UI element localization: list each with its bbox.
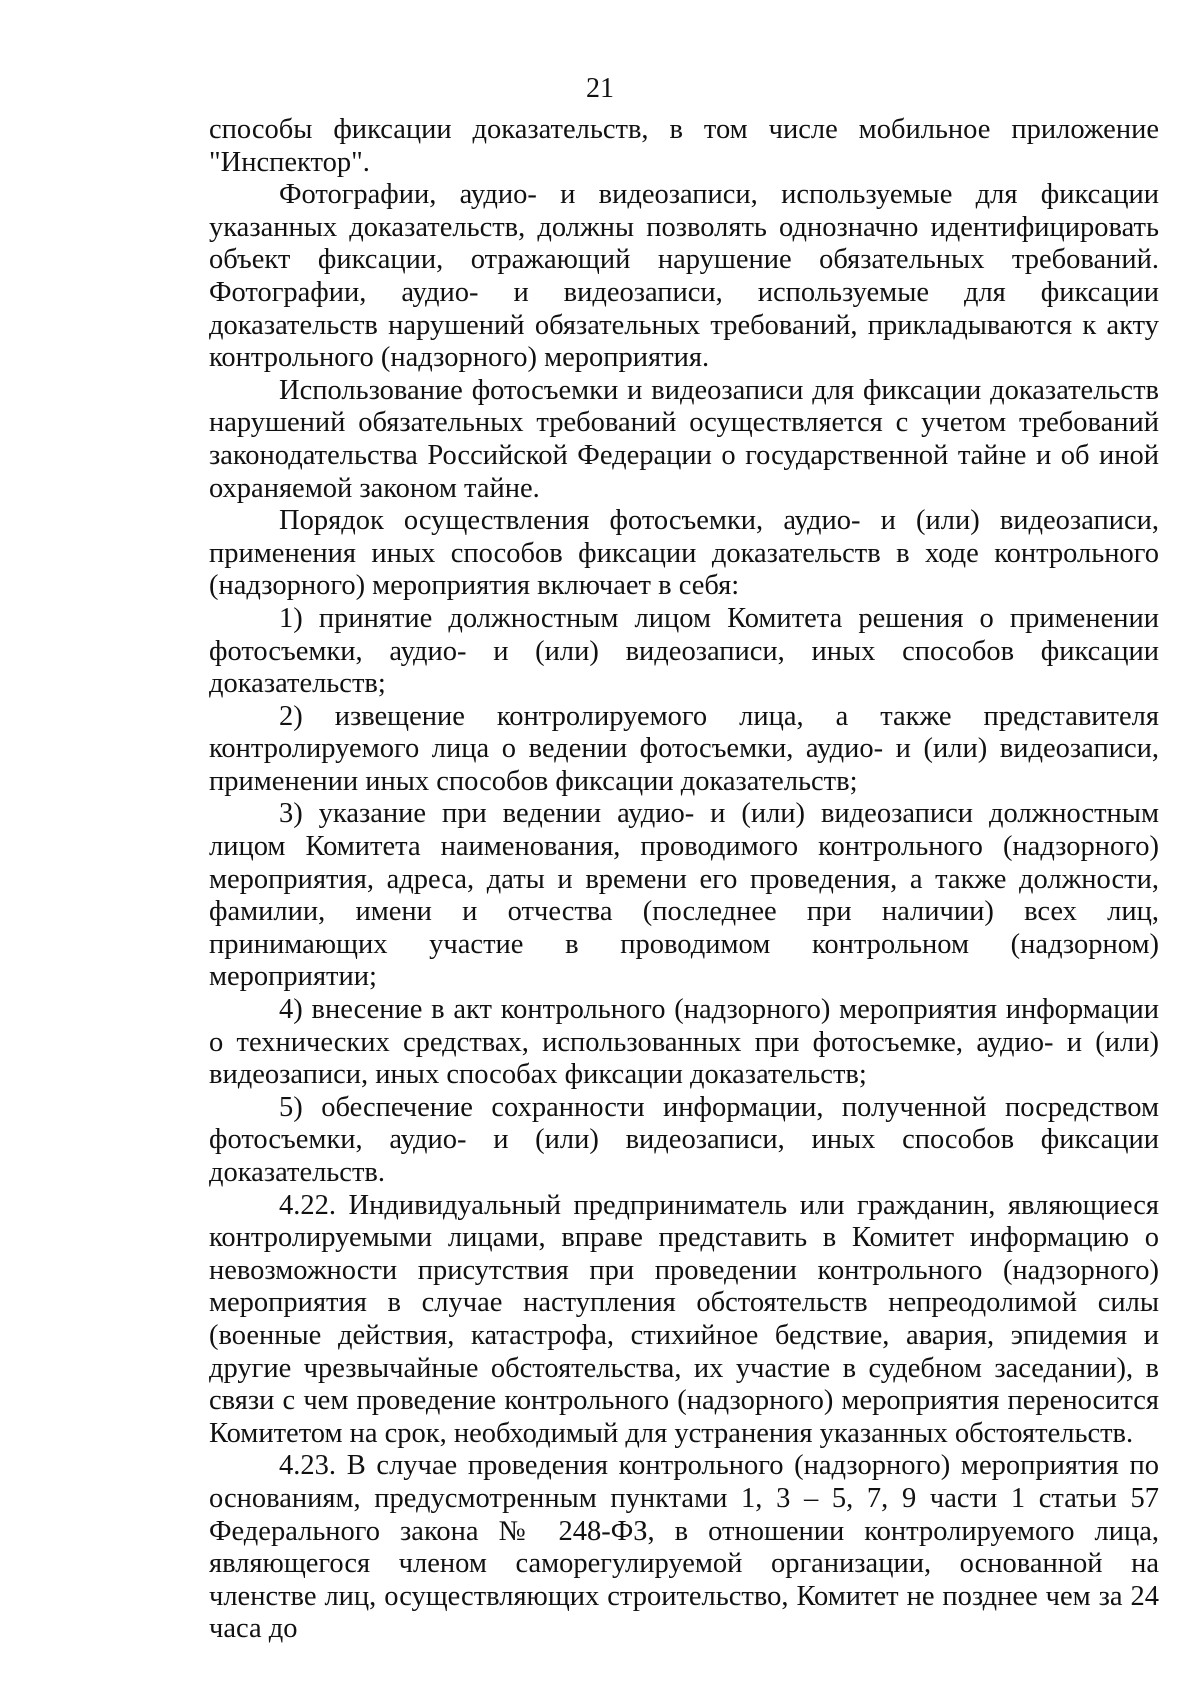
paragraph-4-23: 4.23. В случае проведения контрольного (надзорного) мероприятия по основаниям, предусмотренным пунктами 1, 3 – 5, 7, 9 части 1 статьи 57 Федерального закона № 248-ФЗ, в отношении контролируемого лица, являющегося членом саморегулируемой организации, основанной на членстве лиц, осуществляющих строительство, Комитет не позднее чем за 24 часа до	[209, 1450, 1159, 1645]
document-body	[209, 114, 1159, 1646]
paragraph-photo-requirements: Фотографии, аудио- и видеозаписи, используемые для фиксации указанных доказательств, должны позволять однозначно идентифицировать объект фиксации, отражающий нарушение обязательных требований. Фотографии, аудио- и видеозаписи, используемые для фиксации доказательств нарушений обязательных требований, прикладываются к акту контрольного (надзорного) мероприятия.	[209, 179, 1159, 374]
list-item-3: 3) указание при ведении аудио- и (или) видеозаписи должностным лицом Комитета наименования, проводимого контрольного (надзорного) мероприятия, адреса, даты и времени его проведения, а также должности, фамилии, имени и отчества (последнее при наличии) всех лиц, принимающих участие в проводимом контрольном (надзорном) мероприятии;	[209, 798, 1159, 993]
list-item-5: 5) обеспечение сохранности информации, полученной посредством фотосъемки, аудио- и (или) видеозаписи, иных способов фиксации доказательств.	[209, 1091, 1159, 1188]
paragraph-continuation: способы фиксации доказательств, в том числе мобильное приложение "Инспектор".	[209, 114, 1159, 178]
list-item-1: 1) принятие должностным лицом Комитета решения о применении фотосъемки, аудио- и (или) видеозаписи, иных способов фиксации доказательств;	[209, 602, 1159, 700]
paragraph-4-22: 4.22. Индивидуальный предприниматель или гражданин, являющиеся контролируемыми лицами, вправе представить в Комитет информацию о невозможности присутствия при проведении контрольного (надзорного) мероприятия в случае наступления обстоятельств непреодолимой силы (военные действия, катастрофа, стихийное бедствие, авария, эпидемия и другие чрезвычайные обстоятельства, их участие в судебном заседании), в связи с чем проведение контрольного (надзорного) мероприятия переносится Комитетом на срок, необходимый для устранения указанных обстоятельств.	[209, 1189, 1159, 1449]
paragraph-procedure-intro: Порядок осуществления фотосъемки, аудио- и (или) видеозаписи, применения иных способов фиксации доказательств в ходе контрольного (надзорного) мероприятия включает в себя:	[209, 505, 1159, 602]
list-item-2: 2) извещение контролируемого лица, а также представителя контролируемого лица о ведении фотосъемки, аудио- и (или) видеозаписи, применении иных способов фиксации доказательств;	[209, 700, 1159, 797]
list-item-4: 4) внесение в акт контрольного (надзорного) мероприятия информации о технических средствах, использованных при фотосъемке, аудио- и (или) видеозаписи, иных способах фиксации доказательств;	[209, 994, 1159, 1091]
page-number: 21	[586, 73, 614, 104]
paragraph-secrecy: Использование фотосъемки и видеозаписи для фиксации доказательств нарушений обязательных требований осуществляется с учетом требований законодательства Российской Федерации о государственной тайне и об иной охраняемой законом тайне.	[209, 374, 1159, 504]
